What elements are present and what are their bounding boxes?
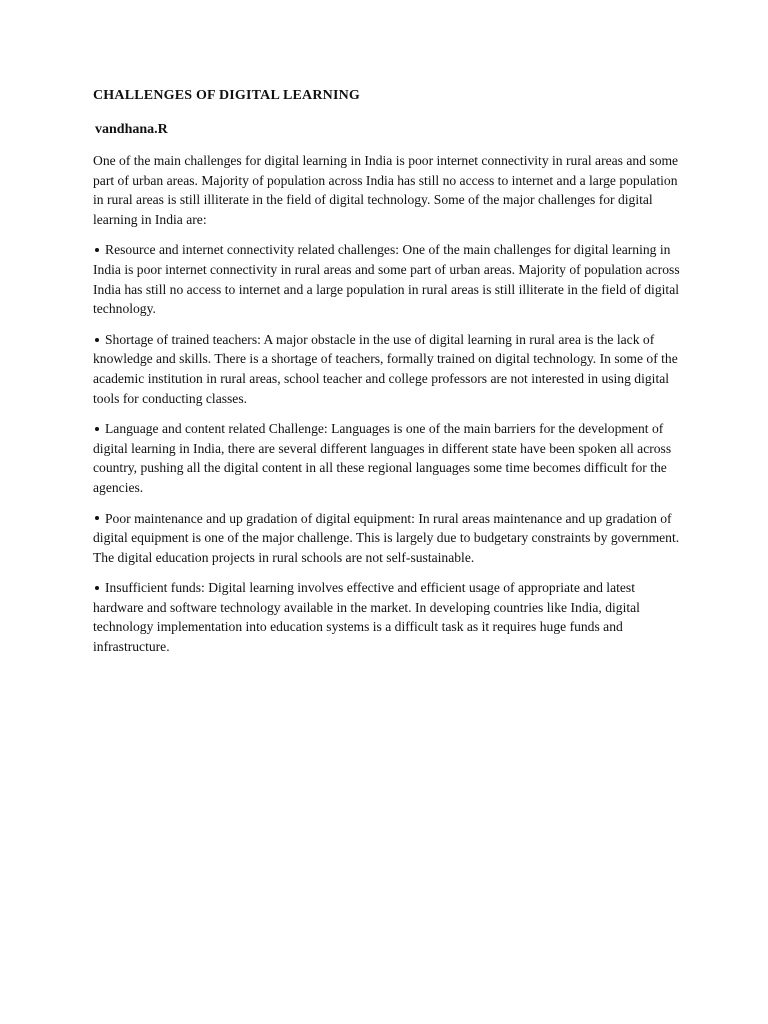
bullet-item [93,578,683,656]
bullet-icon [95,586,99,590]
bullet-item [93,240,683,318]
document-title: CHALLENGES OF DIGITAL LEARNING [93,88,360,103]
bullet-text: Shortage of trained teachers: A major obstacle in the use of digital learning in rural area is the lack of knowledge and skills. There is a shortage of teachers, formally trained on digital technology. In some of the academic institution in rural areas, school teacher and college professors are not interested in using digital tools for conducting classes. [93,331,678,406]
bullet-icon [95,516,99,520]
bullet-icon [95,338,99,342]
document-body [93,86,683,657]
author-name: vandhana.R [95,122,168,137]
intro-paragraph: One of the main challenges for digital learning in India is poor internet connectivity in rural areas and some part of urban areas. Majority of population across India has still no access to internet and a large population in rural areas is still illiterate in the field of digital technology. Some of the major challenges for digital learning in India are: [93,153,679,227]
bullet-text: Poor maintenance and up gradation of digital equipment: In rural areas maintenance and up gradation of digital equipment is one of the major challenge. This is largely due to budgetary constraints by government. The digital education projects in rural schools are not self-sustainable. [93,510,680,565]
bullet-text: Language and content related Challenge: Languages is one of the main barriers for the development of digital learning in India, there are several different languages in different state have been spoken all across country, pushing all the digital content in all these regional languages some time becomes difficult for the agencies. [93,421,672,495]
bullet-text: Insufficient funds: Digital learning involves effective and efficient usage of appropriate and latest hardware and software technology available in the market. In developing countries like India, digital technology implementation into education systems is a difficult task as it requires huge funds and infrastructure. [93,580,640,655]
bullet-item [93,509,683,568]
bullet-icon [95,248,99,252]
bullet-text: Resource and internet connectivity related challenges: One of the main challenges for digital learning in India is poor internet connectivity in rural areas and some part of urban areas. Majority of population across India has still no access to internet and a large population in rural areas is still illiterate in the field of digital technology. [93,242,680,317]
bullet-item [93,330,683,408]
bullet-item [93,419,683,497]
bullet-icon [95,427,99,431]
